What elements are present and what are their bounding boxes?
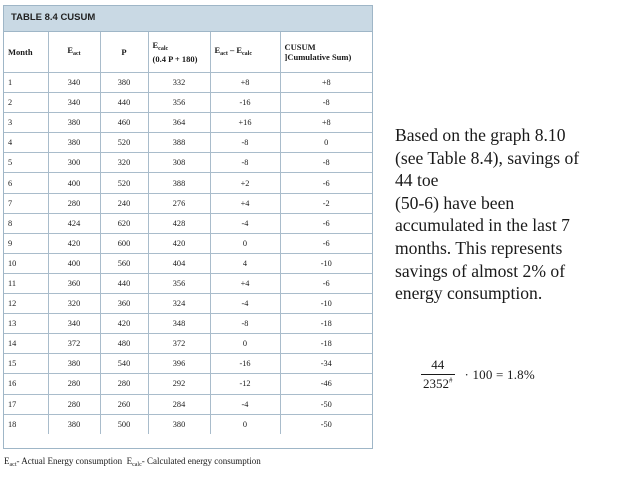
cell-month: 13	[4, 314, 48, 334]
cell-cusum: -2	[280, 193, 372, 213]
cell-month: 9	[4, 233, 48, 253]
cell-difference: +4	[210, 273, 280, 293]
cell-ecalc: 284	[148, 394, 210, 414]
header-ecalc: $E_{calc}$ (0.4 P + 180)	[148, 32, 210, 73]
table-row	[4, 193, 372, 213]
cusum-data-table	[4, 32, 372, 434]
cell-p: 520	[100, 173, 148, 193]
formula-fraction	[421, 357, 455, 392]
cell-ecalc: 404	[148, 253, 210, 273]
cell-difference: +16	[210, 113, 280, 133]
cell-ecalc: 348	[148, 314, 210, 334]
cell-cusum: -8	[280, 153, 372, 173]
cell-cusum: +8	[280, 113, 372, 133]
cell-difference: 4	[210, 253, 280, 273]
text-line: energy consumption.	[395, 283, 543, 304]
cell-difference: -4	[210, 394, 280, 414]
cell-ecalc: 324	[148, 294, 210, 314]
cell-month: 17	[4, 394, 48, 414]
cell-p: 540	[100, 354, 148, 374]
cell-cusum: -18	[280, 334, 372, 354]
cell-difference: -16	[210, 354, 280, 374]
cell-difference: -12	[210, 374, 280, 394]
cell-eact: 340	[48, 314, 100, 334]
cell-month: 3	[4, 113, 48, 133]
cell-difference: 0	[210, 334, 280, 354]
cell-cusum: -46	[280, 374, 372, 394]
cell-ecalc: 364	[148, 113, 210, 133]
cell-cusum: +8	[280, 73, 372, 93]
cell-eact: 372	[48, 334, 100, 354]
cell-difference: 0	[210, 414, 280, 434]
table-row	[4, 233, 372, 253]
formula-result: · 100 = 1.8%	[464, 366, 535, 382]
cell-eact: 340	[48, 93, 100, 113]
table-row	[4, 253, 372, 273]
cell-difference: +2	[210, 173, 280, 193]
formula-numerator: 44	[431, 357, 445, 372]
cell-ecalc: 396	[148, 354, 210, 374]
header-difference: $E_{act} - E_{calc}$	[210, 32, 280, 73]
cell-p: 520	[100, 133, 148, 153]
cell-cusum: -10	[280, 253, 372, 273]
cell-cusum: -50	[280, 394, 372, 414]
cell-p: 280	[100, 374, 148, 394]
cell-p: 620	[100, 213, 148, 233]
table-row	[4, 73, 372, 93]
cell-cusum: -50	[280, 414, 372, 434]
cell-ecalc: 380	[148, 414, 210, 434]
cell-month: 16	[4, 374, 48, 394]
cell-cusum: -10	[280, 294, 372, 314]
text-line: 44 toe	[395, 170, 439, 191]
header-eact: $E_{act}$	[48, 32, 100, 73]
cell-ecalc: 428	[148, 213, 210, 233]
table-row	[4, 374, 372, 394]
cell-eact: 360	[48, 273, 100, 293]
cell-p: 260	[100, 394, 148, 414]
table-row	[4, 113, 372, 133]
cell-cusum: -6	[280, 273, 372, 293]
table-row	[4, 133, 372, 153]
cell-eact: 300	[48, 153, 100, 173]
cell-cusum: -6	[280, 213, 372, 233]
cell-ecalc: 276	[148, 193, 210, 213]
table-row	[4, 173, 372, 193]
table-row	[4, 414, 372, 434]
cell-difference: -4	[210, 213, 280, 233]
table-header-row	[4, 32, 372, 73]
cell-difference: -8	[210, 314, 280, 334]
cell-month: 1	[4, 73, 48, 93]
cell-ecalc: 332	[148, 73, 210, 93]
text-line: months. This represents	[395, 237, 563, 258]
cell-difference: +8	[210, 73, 280, 93]
cell-eact: 380	[48, 414, 100, 434]
cell-month: 10	[4, 253, 48, 273]
cell-ecalc: 356	[148, 93, 210, 113]
cell-eact: 280	[48, 374, 100, 394]
cell-p: 320	[100, 153, 148, 173]
text-line: savings of almost 2% of	[395, 260, 566, 281]
cell-p: 380	[100, 73, 148, 93]
table-row	[4, 334, 372, 354]
cell-month: 4	[4, 133, 48, 153]
cell-eact: 380	[48, 354, 100, 374]
cell-month: 7	[4, 193, 48, 213]
cell-eact: 424	[48, 213, 100, 233]
cell-month: 6	[4, 173, 48, 193]
cell-month: 14	[4, 334, 48, 354]
cell-cusum: -18	[280, 314, 372, 334]
cell-eact: 420	[48, 233, 100, 253]
cell-p: 440	[100, 93, 148, 113]
cell-ecalc: 388	[148, 173, 210, 193]
table-row	[4, 314, 372, 334]
text-line: Based on the graph 8.10	[395, 125, 566, 145]
cell-p: 480	[100, 334, 148, 354]
cell-cusum: -34	[280, 354, 372, 374]
cell-difference: 0	[210, 233, 280, 253]
cell-month: 2	[4, 93, 48, 113]
cell-ecalc: 356	[148, 273, 210, 293]
cell-p: 440	[100, 273, 148, 293]
cell-p: 360	[100, 294, 148, 314]
cell-difference: -4	[210, 294, 280, 314]
cell-ecalc: 308	[148, 153, 210, 173]
cell-eact: 280	[48, 394, 100, 414]
cell-p: 460	[100, 113, 148, 133]
savings-explanation	[395, 124, 635, 305]
cell-ecalc: 292	[148, 374, 210, 394]
table-row	[4, 294, 372, 314]
cell-eact: 400	[48, 253, 100, 273]
cell-p: 600	[100, 233, 148, 253]
cell-p: 560	[100, 253, 148, 273]
text-line: (50-6) have been	[395, 192, 515, 213]
cell-eact: 280	[48, 193, 100, 213]
table-row	[4, 153, 372, 173]
cell-eact: 340	[48, 73, 100, 93]
cusum-table	[3, 5, 373, 449]
cell-p: 420	[100, 314, 148, 334]
cell-eact: 320	[48, 294, 100, 314]
cell-month: 15	[4, 354, 48, 374]
cell-difference: -8	[210, 133, 280, 153]
text-line: accumulated in the last 7	[395, 215, 570, 236]
cell-difference: -16	[210, 93, 280, 113]
cell-ecalc: 372	[148, 334, 210, 354]
cell-cusum: -6	[280, 173, 372, 193]
savings-formula	[421, 357, 535, 392]
header-cusum: CUSUM ]Cumulative Sum)	[280, 32, 372, 73]
header-p: P	[100, 32, 148, 73]
table-row	[4, 394, 372, 414]
cell-difference: +4	[210, 193, 280, 213]
table-row	[4, 273, 372, 293]
cell-cusum: 0	[280, 133, 372, 153]
table-title: TABLE 8.4 CUSUM	[4, 6, 372, 32]
table-row	[4, 354, 372, 374]
cell-cusum: -6	[280, 233, 372, 253]
cell-p: 500	[100, 414, 148, 434]
cell-month: 8	[4, 213, 48, 233]
cell-ecalc: 420	[148, 233, 210, 253]
cell-month: 18	[4, 414, 48, 434]
cell-eact: 380	[48, 113, 100, 133]
cell-ecalc: 388	[148, 133, 210, 153]
cell-eact: 380	[48, 133, 100, 153]
table-row	[4, 213, 372, 233]
cell-month: 12	[4, 294, 48, 314]
cell-eact: 400	[48, 173, 100, 193]
header-month: Month	[4, 32, 48, 73]
cell-month: 11	[4, 273, 48, 293]
cell-p: 240	[100, 193, 148, 213]
cell-month: 5	[4, 153, 48, 173]
table-row	[4, 93, 372, 113]
text-line: (see Table 8.4), savings of	[395, 147, 580, 168]
cell-cusum: -8	[280, 93, 372, 113]
table-footnote: $E_{act}-$ Actual Energy consumption $E_{calc}-$ Calculated energy consumption	[4, 456, 261, 468]
cell-difference: -8	[210, 153, 280, 173]
formula-denominator: 2352#	[423, 376, 453, 391]
